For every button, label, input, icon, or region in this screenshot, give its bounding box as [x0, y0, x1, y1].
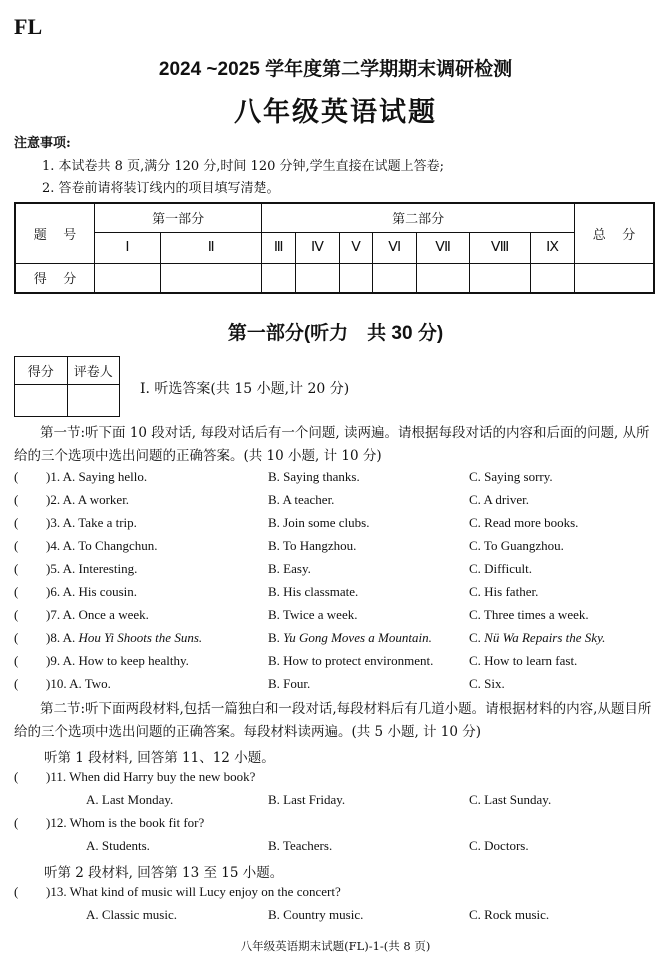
option-b [268, 630, 432, 646]
option-b-prefix: B. [268, 630, 284, 645]
option-b: B. Four. [268, 676, 311, 691]
option-c: C. Last Sunday. [469, 792, 552, 807]
option-a: )6. A. His cousin. [46, 584, 137, 599]
score-row-label [15, 263, 95, 293]
answer-paren[interactable]: ( [14, 676, 19, 691]
total-header [575, 203, 655, 263]
label-hao: 号 [63, 227, 77, 243]
option-a: A. Last Monday. [86, 792, 174, 807]
total-score-cell[interactable] [575, 263, 655, 293]
question-stem-row [14, 815, 656, 838]
question-stem: )11. When did Harry buy the new book? [46, 769, 256, 784]
score-cell[interactable] [373, 263, 417, 293]
option-a: )9. A. How to keep healthy. [46, 653, 189, 668]
question-row [14, 515, 656, 538]
material-instruction: 听第 2 段材料, 回答第 13 至 15 小题。 [44, 865, 284, 881]
option-a: )2. A. A worker. [46, 492, 130, 507]
option-a: )10. A. Two. [46, 676, 111, 691]
part-title: 第一部分(听力 共 30 分) [227, 323, 444, 344]
answer-paren[interactable]: ( [14, 538, 19, 553]
option-c: C. Three times a week. [469, 607, 589, 622]
question-row [14, 538, 656, 561]
answer-paren[interactable]: ( [14, 584, 19, 599]
paper-code: FL [14, 14, 43, 39]
score-cell[interactable] [95, 263, 161, 293]
answer-paren[interactable]: ( [14, 515, 19, 530]
option-a: )1. A. Saying hello. [46, 469, 148, 484]
option-c: C. How to learn fast. [469, 653, 578, 668]
score-cell[interactable] [339, 263, 372, 293]
notice-item: 1. 本试卷共 8 页,满分 120 分,时间 120 分钟,学生直接在试题上答卷; [42, 159, 445, 174]
answer-paren[interactable]: ( [14, 815, 19, 830]
score-table [14, 202, 655, 294]
header-cell [15, 203, 95, 263]
options-row [14, 838, 656, 861]
option-a: A. Classic music. [86, 907, 177, 922]
option-b: B. Twice a week. [268, 607, 358, 622]
question-row [14, 469, 656, 492]
option-b: B. Join some clubs. [268, 515, 370, 530]
col-roman: Ⅴ [339, 232, 372, 263]
answer-paren[interactable]: ( [14, 492, 19, 507]
label-ti: 题 [33, 227, 47, 243]
option-b: B. Saying thanks. [268, 469, 360, 484]
page-footer: 八年级英语期末试题(FL)-1-(共 8 页) [240, 939, 431, 953]
score-cell[interactable] [262, 263, 296, 293]
exam-title: 2024 ~2025 学年度第二学期期末调研检测 [158, 59, 513, 80]
option-c: C. Saying sorry. [469, 469, 553, 484]
question-row [14, 676, 656, 699]
col-roman: Ⅷ [469, 232, 530, 263]
question-stem: )13. What kind of music will Lucy enjoy on the concert? [46, 884, 341, 899]
col-roman: Ⅲ [262, 232, 296, 263]
option-b-title: Yu Gong Moves a Mountain. [283, 630, 432, 645]
question-row [14, 653, 656, 676]
label-zong: 总 [592, 227, 606, 243]
option-c: C. Difficult. [469, 561, 532, 576]
material-instruction: 听第 1 段材料, 回答第 11、12 小题。 [44, 750, 275, 766]
answer-paren[interactable]: ( [14, 769, 19, 784]
answer-paren[interactable]: ( [14, 630, 19, 645]
col-roman: Ⅵ [373, 232, 417, 263]
option-b: B. A teacher. [268, 492, 335, 507]
options-row [14, 792, 656, 815]
option-c: C. Doctors. [469, 838, 529, 853]
option-b: B. Country music. [268, 907, 364, 922]
grader-name-label: 评卷人 [67, 357, 120, 385]
option-c [469, 630, 605, 646]
col-roman: Ⅱ [160, 232, 261, 263]
option-c: C. To Guangzhou. [469, 538, 564, 553]
section-title: Ⅰ. 听选答案(共 15 小题,计 20 分) [140, 381, 350, 397]
label-de: 得 [33, 272, 47, 288]
score-cell[interactable] [417, 263, 470, 293]
answer-paren[interactable]: ( [14, 653, 19, 668]
question-stem-row [14, 769, 656, 792]
question-row [14, 561, 656, 584]
option-b: B. How to protect environment. [268, 653, 434, 668]
col-roman: Ⅶ [417, 232, 470, 263]
score-cell[interactable] [160, 263, 261, 293]
section1-intro: 第一节:听下面 10 段对话, 每段对话后有一个问题, 读两遍。请根据每段对话的内容和后面的问题, 从所给的三个选项中选出问题的正确答案。(共 10 小题, 计 10 分) [14, 425, 650, 464]
question-row [14, 584, 656, 607]
grader-score-cell[interactable] [15, 385, 68, 417]
option-c: C. His father. [469, 584, 539, 599]
grader-score-label: 得分 [15, 357, 68, 385]
option-c: C. Read more books. [469, 515, 579, 530]
answer-paren[interactable]: ( [14, 561, 19, 576]
col-roman: Ⅸ [531, 232, 575, 263]
option-a-prefix: )8. A. [46, 630, 79, 645]
option-c: C. Six. [469, 676, 505, 691]
label-fen: 分 [622, 227, 636, 243]
option-a: )3. A. Take a trip. [46, 515, 137, 530]
score-cell[interactable] [469, 263, 530, 293]
option-a: )5. A. Interesting. [46, 561, 138, 576]
option-a: )7. A. Once a week. [46, 607, 149, 622]
notice-item: 2. 答卷前请将装订线内的项目填写清楚。 [42, 181, 280, 196]
answer-paren[interactable]: ( [14, 607, 19, 622]
option-b: B. Teachers. [268, 838, 333, 853]
col-roman: Ⅳ [295, 232, 339, 263]
part2-header: 第二部分 [262, 203, 575, 232]
grader-name-cell[interactable] [67, 385, 120, 417]
question-row [14, 607, 656, 630]
option-c: C. Rock music. [469, 907, 550, 922]
section2-intro: 第二节:听下面两段材料,包括一篇独白和一段对话,每段材料后有几道小题。请根据材料的内容,从题目所给的三个选项中选出问题的正确答案。每段材料读两遍。(共 5 小题, 计 10 分) [14, 701, 652, 740]
label-fen2: 分 [63, 272, 77, 288]
option-b: B. Last Friday. [268, 792, 346, 807]
exam-subtitle: 八年级英语试题 [234, 97, 437, 127]
question-row [14, 492, 656, 515]
options-row [14, 907, 656, 930]
col-roman: Ⅰ [95, 232, 161, 263]
part1-header: 第一部分 [95, 203, 262, 232]
question-stem-row [14, 884, 656, 907]
option-a: A. Students. [86, 838, 150, 853]
grader-box [14, 356, 120, 417]
score-cell[interactable] [531, 263, 575, 293]
answer-paren[interactable]: ( [14, 469, 19, 484]
option-a [46, 630, 202, 646]
option-c: C. A driver. [469, 492, 529, 507]
option-c-prefix: C. [469, 630, 485, 645]
option-a: )4. A. To Changchun. [46, 538, 158, 553]
option-b: B. To Hangzhou. [268, 538, 357, 553]
score-cell[interactable] [295, 263, 339, 293]
question-row [14, 630, 656, 653]
answer-paren[interactable]: ( [14, 884, 19, 899]
question-stem: )12. Whom is the book fit for? [46, 815, 205, 830]
option-b: B. His classmate. [268, 584, 359, 599]
notice-heading: 注意事项: [14, 136, 71, 151]
option-b: B. Easy. [268, 561, 311, 576]
option-c-title: Nü Wa Repairs the Sky. [484, 630, 606, 645]
option-a-title: Hou Yi Shoots the Suns. [78, 630, 203, 645]
